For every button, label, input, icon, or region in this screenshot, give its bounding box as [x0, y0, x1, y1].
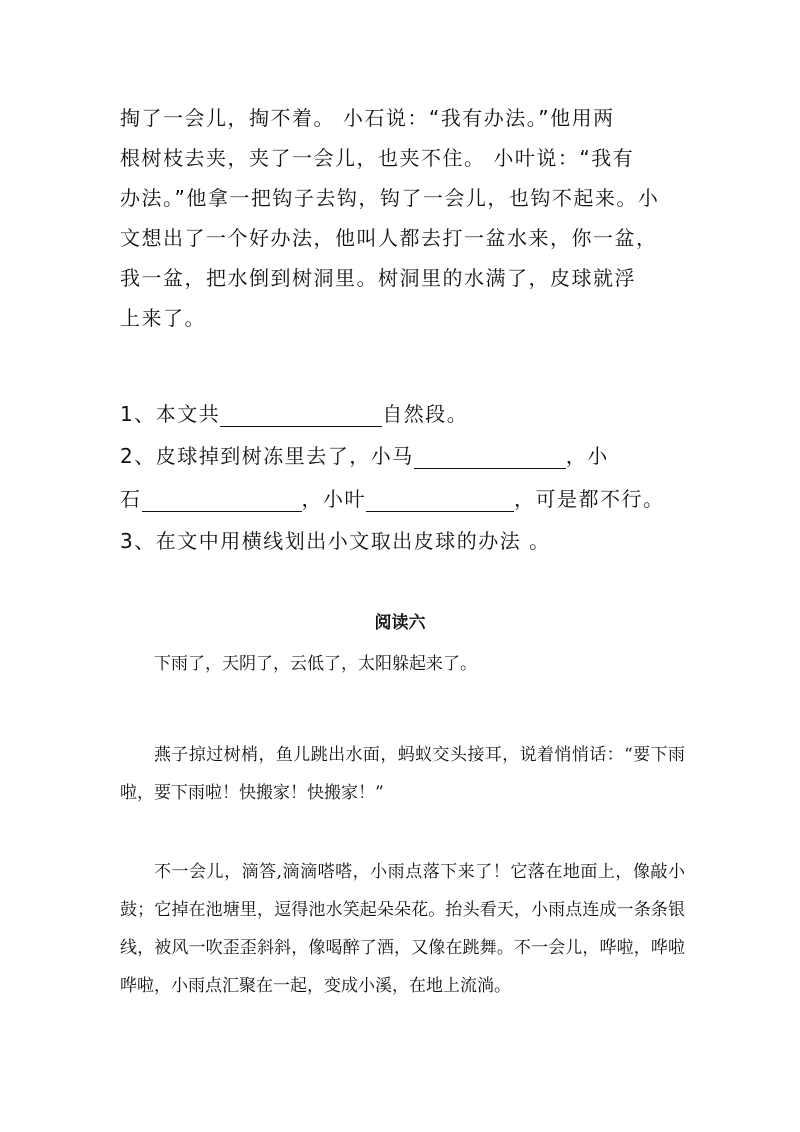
question-1 — [120, 394, 700, 434]
answer-blank[interactable] — [414, 444, 566, 469]
question-1-text: 1、本文共 — [120, 402, 221, 426]
story-line: 根树枝去夹，夹了一会儿，也夹不住。 小叶说：“我有 — [120, 146, 635, 170]
question-1-text-end: 自然段。 — [382, 402, 469, 426]
question-3 — [120, 521, 700, 561]
question-2-text: 石 — [120, 487, 142, 511]
question-2-text-end: ，可是都不行。 — [514, 487, 665, 511]
question-2-line-2 — [120, 479, 700, 519]
section-title: 阅读六 — [374, 613, 426, 633]
answer-blank[interactable] — [220, 402, 382, 427]
story-line: 文想出了一个好办法，他叫人都去打一盆水来，你一盆， — [120, 226, 658, 250]
question-3-text: 3、在文中用横线划出小文取出皮球的办法 。 — [120, 529, 551, 553]
question-2-text-mid: ，小叶 — [301, 487, 366, 511]
story-line: 我一盆，把水倒到树洞里。树洞里的水满了，皮球就浮 — [120, 266, 636, 290]
answer-blank[interactable] — [142, 487, 302, 512]
story-line: 办法。”他拿一把钩子去钩，钩了一会儿，也钩不起来。小 — [120, 186, 660, 210]
reading-paragraph: 下雨了，天阴了，云低了，太阳躲起来了。 — [154, 654, 477, 674]
story-line: 掏了一会儿，掏不着。 小石说：“我有办法。”他用两 — [120, 106, 615, 130]
reading-paragraph: 燕子掠过树梢，鱼儿跳出水面，蚂蚁交头接耳，说着悄悄话：“要下雨啦，要下雨啦！快搬家！快搬家！” — [120, 745, 685, 803]
question-2-text-end: ，小 — [565, 444, 609, 468]
answer-blank[interactable] — [366, 487, 514, 512]
story-passage — [120, 98, 690, 338]
story-line: 上来了。 — [120, 306, 206, 330]
question-2-line-1 — [120, 436, 700, 476]
question-2-text: 2、皮球掉到树冻里去了，小马 — [120, 444, 414, 468]
reading-paragraph: 不一会儿，滴答,滴滴嗒嗒，小雨点落下来了！它落在地面上，像敲小鼓；它掉在池塘里，逗得池水笑起朵朵花。抬头看天，小雨点连成一条条银线，被风一吹歪歪斜斜，像喝醉了酒，又像在跳舞。不一会儿，哗啦，哗啦哗啦，小雨点汇聚在一起，变成小溪，在地上流淌。 — [120, 862, 685, 996]
